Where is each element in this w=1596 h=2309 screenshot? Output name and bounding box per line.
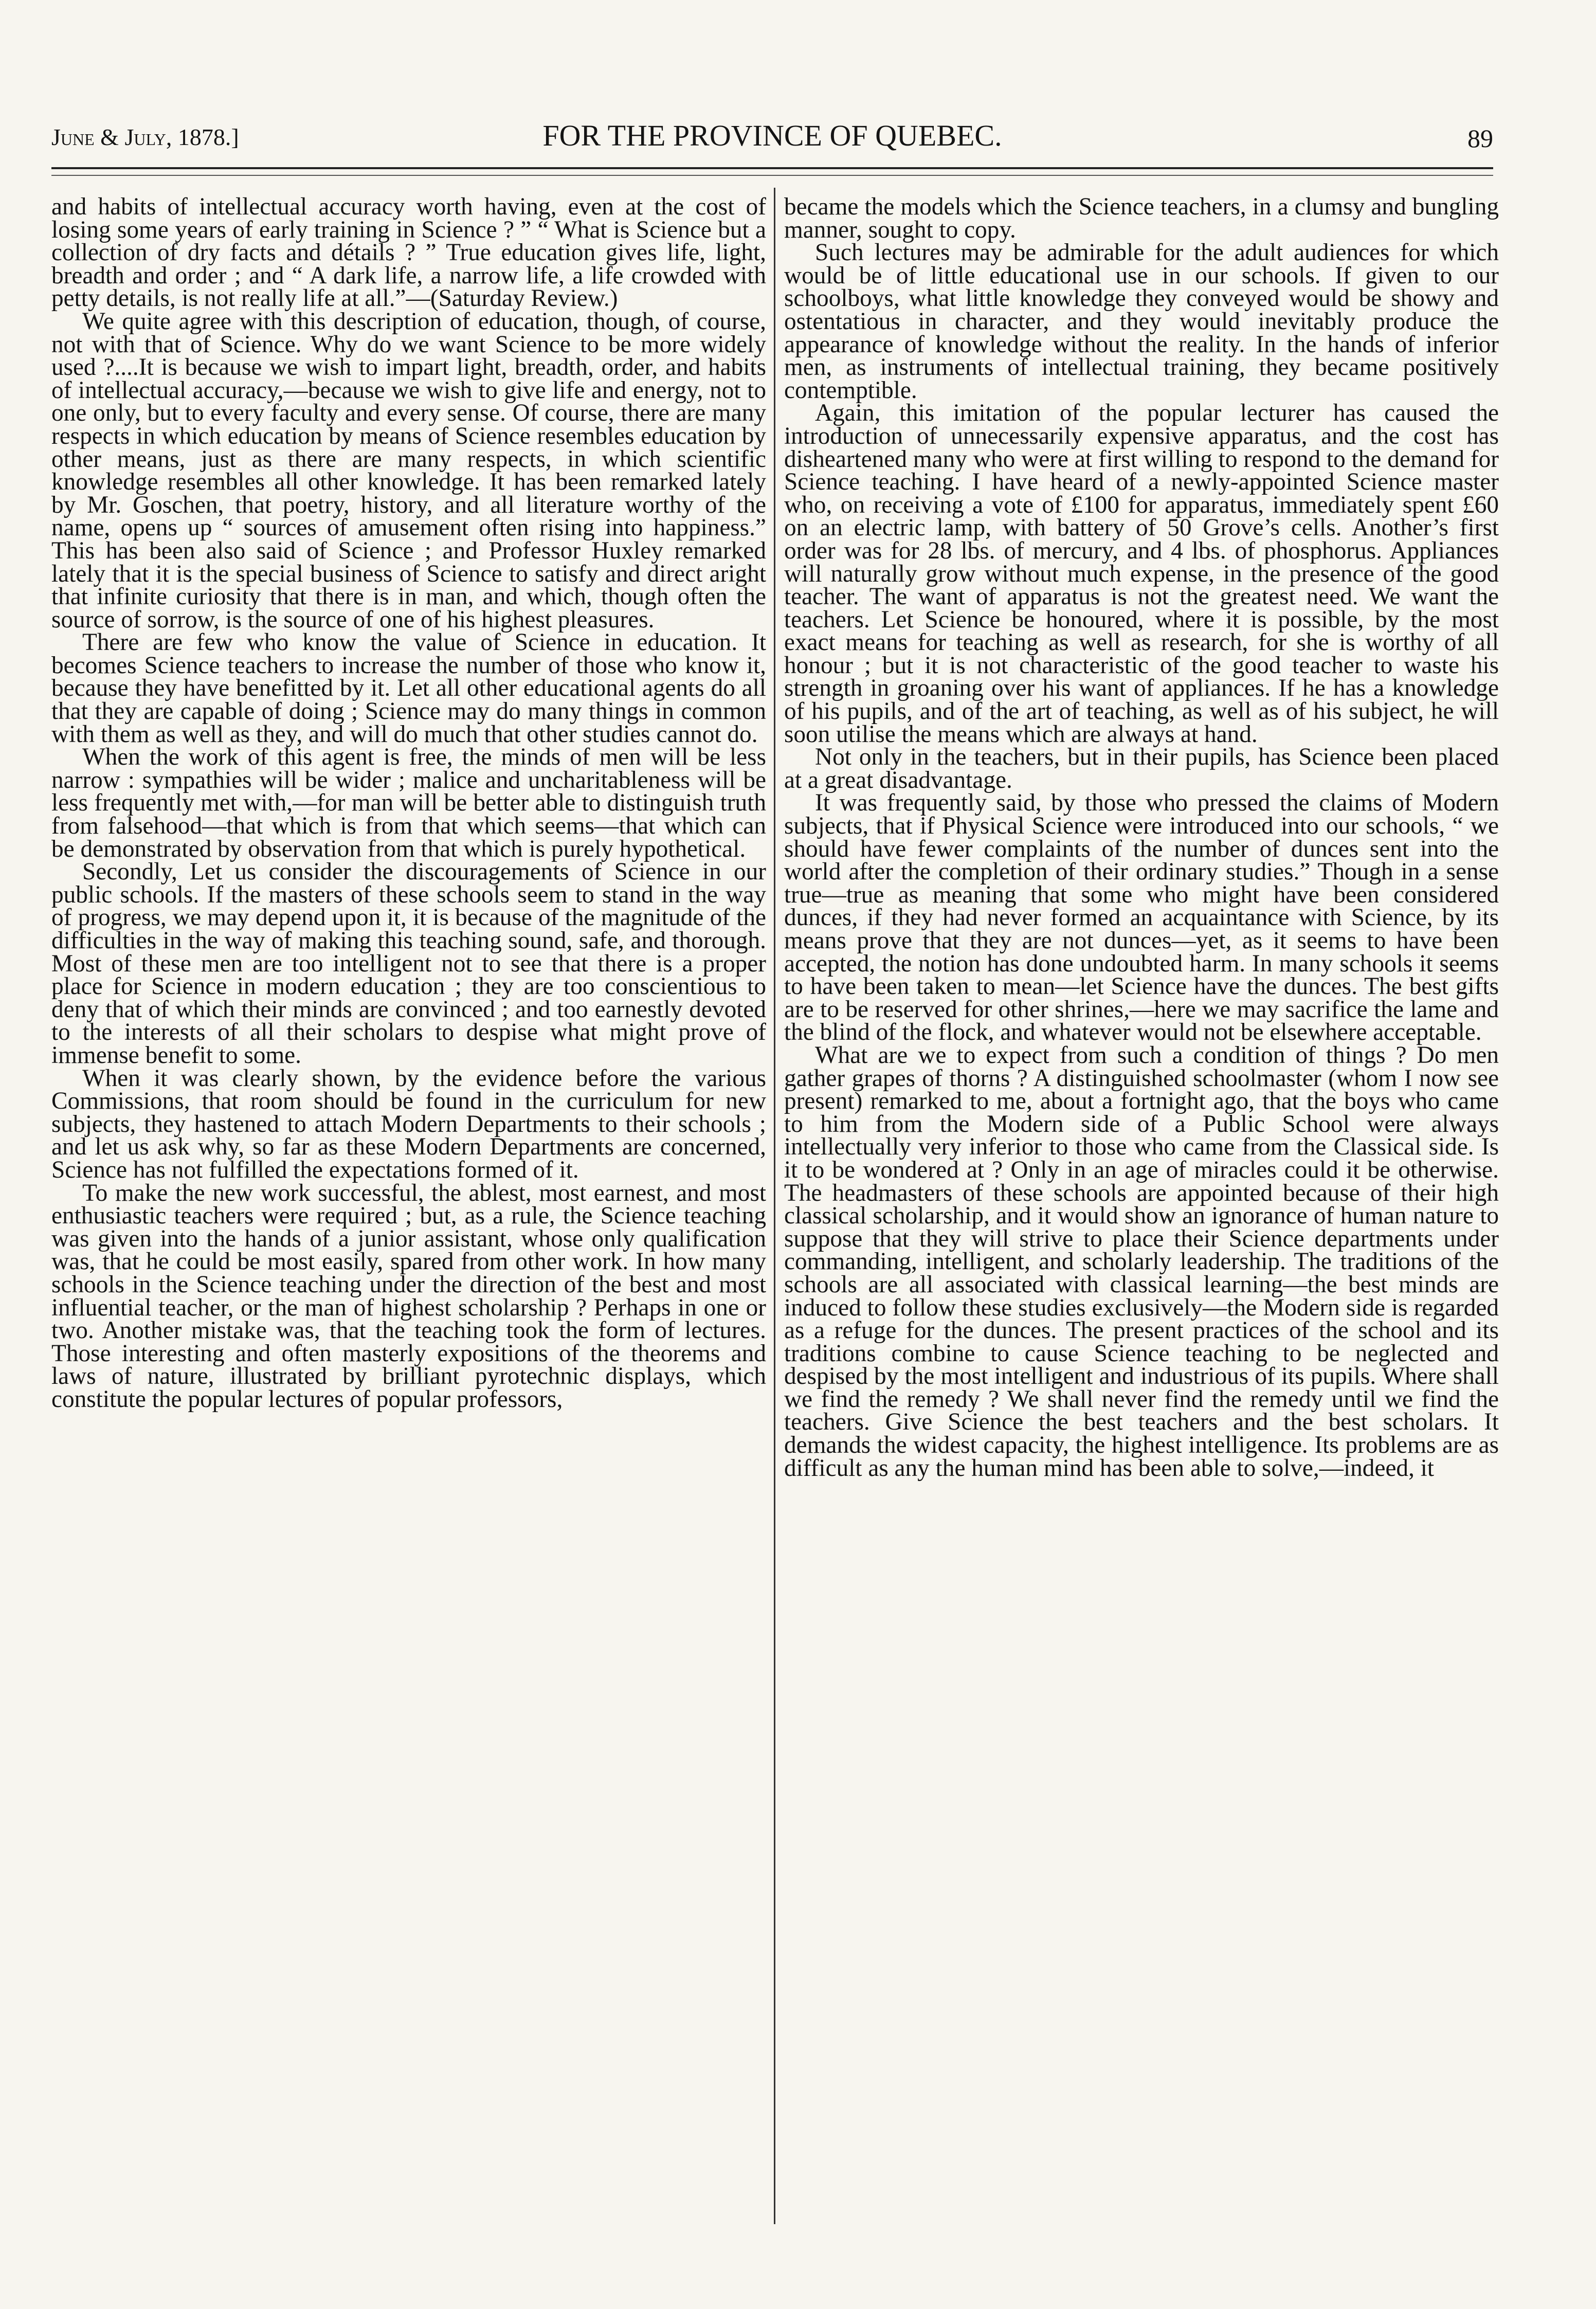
paragraph: It was frequently said, by those who pressed the claims of Modern subjects, that if Physical Science were introduced into our schools, “ we should have fewer complaints of the number of dunces sent into the world after the completion of their ordinary studies.” Though in a sense true—true as meaning that some who might have been considered dunces, if they had never formed an acquaintance with Science, by its means prove that they are not dunces—yet, as it seems to have been accepted, the notion has done undoubted harm. In many schools it seems to have been taken to mean—let Science have the dunces. The best gifts are to be reserved for other shrines,—here we may sacrifice the lame and the blind of the flock, and whatever would not be elsewhere acceptable. xyxy=(784,789,1499,1046)
paragraph: When the work of this agent is free, the minds of men will be less narrow : sympathies will be wider ; malice and uncharitableness will be less frequently met with,—for man will be better able to distinguish truth from falsehood—that which is from that which seems—that which can be demonstrated by observation from that which is purely hypothetical. xyxy=(51,744,766,862)
paragraph: To make the new work successful, the ablest, most earnest, and most enthusiastic teachers were required ; but, as a rule, the Science teaching was given into the hands of a junior assistant, whose only qualification was, that he could be most easily, spared from other work. In how many schools in the Science teaching under the direction of the best and most influential teacher, or the man of highest scholarship ? Perhaps in one or two. Another mistake was, that the teaching took the form of lectures. Those interesting and often masterly expositions of the theorems and laws of nature, illustrated by brilliant pyrotechnic displays, which constitute the popular lectures of popular professors, xyxy=(51,1179,766,1413)
paragraph: What are we to expect from such a condition of things ? Do men gather grapes of thorns ? A distinguished schoolmaster (whom I now see present) remarked to me, about a fortnight ago, that the boys who came to him from the Modern side of a Public School were always intellectually very inferior to those who came from the Classical side. Is it to be wondered at ? Only in an age of miracles could it be otherwise. The headmasters of these schools are appointed because of their high classical scholarship, and it would show an ignorance of human nature to suppose that they will strive to place their Science departments under commanding, intelligent, and scholarly leadership. The traditions of the schools are all associated with classical learning—the best minds are induced to follow these studies exclusively—the Modern side is regarded as a refuge for the dunces. The present practices of the school and its traditions combine to cause Science teaching to be neglected and despised by the most intelligent and industrious of its pupils. Where shall we find the remedy ? We shall never find the remedy until we find the teachers. Give Science the best teachers and the best scholars. It demands the widest capacity, the highest intelligence. Its problems are as difficult as any the human mind has been able to solve,—indeed, it xyxy=(784,1041,1499,1482)
paragraph: Not only in the teachers, but in their pupils, has Science been placed at a great disadvantage. xyxy=(784,744,1499,793)
paragraph: Such lectures may be admirable for the adult audiences for which would be of little educational use in our schools. If given to our schoolboys, what little knowledge they conveyed would be showy and ostentatious in character, and they would inevitably produce the appearance of knowledge without the reality. In the hands of inferior men, as instruments of intellectual training, they became positively contemptible. xyxy=(784,239,1499,404)
date-ampersand: & xyxy=(100,124,119,150)
column-divider xyxy=(774,188,775,2224)
page-number: 89 xyxy=(1467,124,1493,153)
right-column xyxy=(784,195,1499,1480)
issue-year: , 1878.] xyxy=(166,124,239,150)
running-head xyxy=(51,103,1493,165)
left-column xyxy=(51,195,766,1411)
paragraph: We quite agree with this description of education, though, of course, not with that of Science. Why do we want Science to be more widely used ?....It is because we wish to impart light, breadth, order, and habits of intellectual accuracy,—because we wish to give life and energy, not to one only, but to every faculty and every sense. Of course, there are many respects in which education by means of Science resembles education by other means, just as there are many respects, in which scientific knowledge resembles all other knowledge. It has been remarked lately by Mr. Goschen, that poetry, history, and all literature worthy of the name, opens up “ sources of amusement often rising into happiness.” This has been also said of Science ; and Professor Huxley remarked lately that it is the special business of Science to satisfy and direct aright that infinite curiosity that there is in man, and which, though often the source of sorrow, is the source of one of his highest pleasures. xyxy=(51,308,766,633)
header-rule-thin xyxy=(51,175,1493,176)
paragraph: and habits of intellectual accuracy worth having, even at the cost of losing some years of early training in Science ? ” “ What is Science but a collection of dry facts and détails ? ” True education gives life, light, breadth and order ; and “ A dark life, a narrow life, a life crowded with petty details, is not really life at all.”—(Saturday Review.) xyxy=(51,193,766,312)
paragraph: When it was clearly shown, by the evidence before the various Commissions, that room should be found in the curriculum for new subjects, they hastened to attach Modern Departments to their schools ; and let us ask why, so far as these Modern Departments are concerned, Science has not fulfilled the expectations formed of it. xyxy=(51,1065,766,1183)
paragraph: There are few who know the value of Science in education. It becomes Science teachers to increase the number of those who know it, because they have benefitted by it. Let all other educational agents do all that they are capable of doing ; Science may do many things in common with them as well as they, and will do much that other studies cannot do. xyxy=(51,629,766,748)
paragraph: became the models which the Science teachers, in a clumsy and bungling manner, sought to copy. xyxy=(784,193,1499,243)
header-rule xyxy=(51,167,1493,169)
journal-title: FOR THE PROVINCE OF QUEBEC. xyxy=(542,119,1002,152)
issue-month: June xyxy=(51,124,95,150)
issue-month-2: July xyxy=(124,124,166,150)
paragraph: Secondly, Let us consider the discouragements of Science in our public schools. If the masters of these schools seem to stand in the way of progress, we may depend upon it, it is because of the magnitude of the difficulties in the way of making this teaching sound, safe, and thorough. Most of these men are too intelligent not to see that there is a proper place for Science in modern education ; they are too conscientious to deny that of which their minds are convinced ; and too earnestly devoted to the interests of all their scholars to despise what might prove of immense benefit to some. xyxy=(51,858,766,1069)
paragraph: Again, this imitation of the popular lecturer has caused the introduction of unnecessarily expensive apparatus, and the cost has disheartened many who were at first willing to respond to the demand for Science teaching. I have heard of a newly-appointed Science master who, on receiving a vote of £100 for apparatus, immediately spent £60 on an electric lamp, with battery of 50 Grove’s cells. Another’s first order was for 28 lbs. of mercury, and 4 lbs. of phosphorus. Appliances will naturally grow without much expense, in the presence of the good teacher. The want of apparatus is not the greatest need. We want the teachers. Let Science be honoured, where it is possible, by the most exact means for teaching as well as research, for she is worthy of all honour ; but it is not characteristic of the good teacher to waste his strength in groaning over his want of appliances. If he has a knowledge of his pupils, and of the art of teaching, as well as of his subject, he will soon utilise the means which are always at hand. xyxy=(784,400,1499,748)
